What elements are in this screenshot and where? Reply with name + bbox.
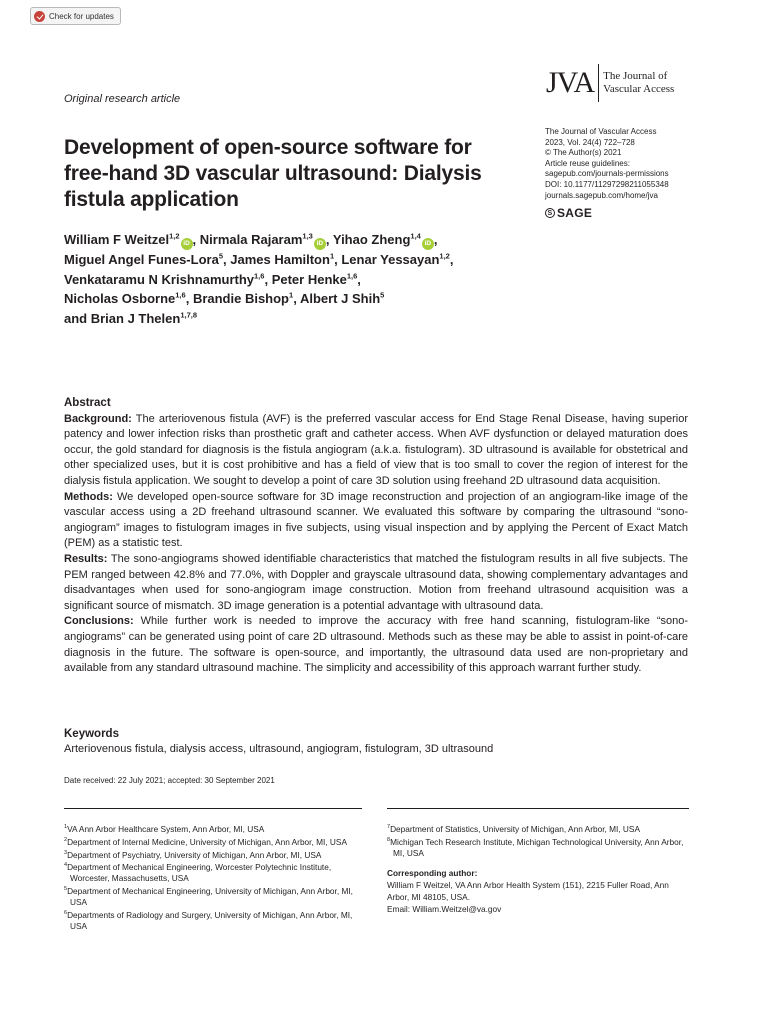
affiliation-number: 1: [64, 824, 68, 830]
orcid-icon[interactable]: iD: [314, 238, 326, 250]
publication-info-line: DOI: 10.1177/11297298211055348: [545, 179, 669, 189]
affiliation: [64, 848, 364, 861]
author: [300, 291, 384, 306]
author: [64, 232, 193, 247]
affiliation: [387, 835, 692, 859]
author-name: and Brian J Thelen: [64, 310, 181, 326]
publication-info: [545, 127, 669, 201]
abstract-section-label: Conclusions:: [64, 615, 134, 628]
affiliations-right: [387, 822, 692, 859]
author: [200, 232, 326, 247]
author-affiliation: 1,6: [346, 271, 358, 281]
abstract-heading: Abstract: [64, 397, 111, 409]
author-affiliation: 1,3: [302, 231, 313, 241]
author-affiliation: 5: [218, 251, 223, 261]
orcid-icon[interactable]: iD: [422, 238, 434, 250]
keywords-heading: Keywords: [64, 728, 119, 740]
check-for-updates-button[interactable]: [30, 7, 121, 25]
author-name: Nirmala Rajaram: [199, 232, 303, 247]
abstract-section-text: We developed open-source software for 3D image reconstruction and projection of an angiogram-like image of the vascular access using a 2D freehand ultrasound scanner. We evaluated this software by comparing the ultrasound “sono-angiogram” images to fistulogram images in five subjects, using visual inspection and by applying the Percent of Exact Match (PEM) as a statistic test.: [64, 490, 688, 550]
author-affiliation: 1,6: [254, 271, 265, 281]
affiliation-text: Department of Mechanical Engineering, University of Michigan, Ann Arbor, MI, USA: [67, 885, 353, 907]
affiliation-text: VA Ann Arbor Healthcare System, Ann Arbor, MI, USA: [67, 823, 265, 834]
journal-abbreviation: JVA: [546, 66, 595, 99]
abstract-section: [64, 552, 688, 614]
journal-name: [603, 70, 674, 96]
author-affiliation: 1: [329, 251, 335, 261]
affiliation: [64, 884, 364, 908]
publication-info-line: journals.sagepub.com/home/jva: [545, 190, 658, 200]
logo-divider: [598, 64, 599, 102]
footnote-divider: [387, 808, 689, 809]
received-accepted-dates: Date received: 22 July 2021; accepted: 30 September 2021: [64, 776, 275, 785]
author-affiliation: 1,6: [175, 290, 186, 300]
publication-info-line: © The Author(s) 2021: [545, 148, 622, 158]
author: [64, 252, 223, 267]
keywords-text: Arteriovenous fistula, dialysis access, ultrasound, angiogram, fistulogram, 3D ultrasound: [64, 743, 494, 755]
journal-name-line: Vascular Access: [603, 83, 675, 95]
publication-info-line: Article reuse guidelines:: [545, 158, 630, 168]
affiliation-number: 8: [387, 836, 391, 843]
corresponding-author-heading: Corresponding author:: [387, 868, 478, 878]
corresponding-author-line: Email: William.Weitzel@va.gov: [387, 904, 502, 914]
affiliation-number: 2: [64, 836, 68, 843]
abstract-section-label: Methods:: [64, 490, 113, 503]
footnote-divider: [64, 808, 362, 809]
corresponding-author-details: [387, 879, 692, 915]
affiliation: [64, 822, 364, 835]
author-affiliation: 1,2: [169, 231, 180, 241]
affiliation-text: Michigan Tech Research Institute, Michigan Technological University, Ann Arbor, MI, USA: [390, 836, 684, 858]
author: [64, 291, 186, 306]
abstract-section-text: While further work is needed to improve the accuracy with free hand scanning, fistulogram-like “sono-angiograms” can be generated using point of care 2D ultrasound. Methods such as these may be able to assist in point-of-care diagnosis in the future. The software is open-source, and importantly, the ultrasound data used are non-proprietary and available from any standard ultrasound machine. The simplicity and accessibility of this approach warrant further study.: [64, 615, 688, 675]
author: [64, 311, 197, 326]
author-name: James Hamilton: [230, 252, 330, 267]
abstract-section-label: Background:: [64, 412, 132, 425]
affiliation-text: Department of Mechanical Engineering, Worcester Polytechnic Institute, Worcester, Massachusetts, USA: [67, 862, 332, 884]
journal-name-line: The Journal of: [603, 70, 668, 82]
keywords: [64, 727, 688, 757]
author-affiliation: 1,7,8: [180, 310, 197, 320]
author: [64, 272, 264, 287]
article-type: Original research article: [64, 93, 181, 105]
corresponding-author-line: William F Weitzel, VA Ann Arbor Health System (151), 2215 Fuller Road, Ann Arbor, MI 48105, USA.: [387, 880, 669, 902]
affiliation: [387, 822, 692, 835]
author-affiliation: 1,2: [439, 251, 450, 261]
affiliation: [64, 835, 364, 848]
abstract-section: [64, 412, 688, 490]
publication-info-line: The Journal of Vascular Access: [545, 127, 657, 136]
check-for-updates-label: Check for updates: [49, 11, 114, 21]
author-name: Nicholas Osborne: [64, 291, 176, 306]
affiliation-text: Department of Psychiatry, University of Michigan, Ann Arbor, MI, USA: [67, 849, 322, 860]
author: [341, 252, 450, 267]
author-list: William F Weitzel$^{1,2}$iD , Nirmala Rajaram$^{1,3}$iD , Yihao Zheng$^{1,4}$iD , Miguel Angel Funes-Lora$^5$, James Hamilton$^1$, Lenar Yessayan$^{1,2}$, Venkataramu N Krishnamurthy$^{1,6}$, Peter Henke$^{1,6}$, Nicholas Osborne$^{1,6}$, Brandie Bishop$^1$, Albert J Shih$^5$ and Brian J Thelen$^{1,7,8}$: [64, 231, 454, 326]
abstract-section-label: Results:: [64, 552, 108, 565]
orcid-icon[interactable]: iD: [181, 238, 193, 250]
check-updates-icon: [34, 11, 45, 22]
affiliation-number: 4: [64, 862, 68, 869]
article-title: Development of open-source software for free-hand 3D vascular ultrasound: Dialysis fistula application: [64, 136, 482, 211]
abstract: [64, 396, 688, 677]
abstract-section-text: The arteriovenous fistula (AVF) is the preferred vascular access for End Stage Renal Disease, having superior patency and lower infection risks than prosthetic graft and catheter access. When AVF dysfunction or delayed maturation does occur, the gold standard for diagnosis is the fistula angiogram (a.k.a. fistulogram). 3D ultrasound is available for obstetrical and other specialized uses, but it is cost prohibitive and has a field of view that is too small to cover the region of interest for the dialysis fistula application. We sought to develop a point of care 3D solution using freehand 2D ultrasound data acquisition.: [64, 412, 688, 487]
affiliation-number: 6: [64, 909, 68, 916]
author-name: Yihao Zheng: [332, 232, 411, 247]
publisher-name: SAGE: [557, 206, 593, 220]
affiliation: [64, 860, 364, 884]
affiliation-number: 3: [64, 849, 68, 856]
author-name: Albert J Shih: [299, 291, 381, 306]
affiliation-text: Department of Internal Medicine, University of Michigan, Ann Arbor, MI, USA: [67, 836, 347, 847]
affiliation-number: 7: [387, 824, 391, 830]
author: [333, 232, 434, 247]
author: [272, 272, 358, 287]
author: [193, 291, 293, 306]
sage-s-icon: S: [545, 208, 555, 218]
author-name: Miguel Angel Funes-Lora: [64, 252, 219, 267]
author-name: Peter Henke: [271, 271, 347, 287]
author-affiliation: 5: [380, 290, 385, 300]
corresponding-author: [387, 867, 692, 915]
author-affiliation: 1,4: [410, 231, 421, 241]
affiliation-text: Departments of Radiology and Surgery, University of Michigan, Ann Arbor, MI, USA: [67, 909, 353, 931]
publication-info-line: sagepub.com/journals-permissions: [545, 169, 669, 179]
author: [230, 252, 334, 267]
abstract-body: [64, 412, 688, 677]
journal-logo: [546, 64, 674, 102]
author-name: Venkataramu N Krishnamurthy: [64, 271, 255, 287]
publication-info-line: 2023, Vol. 24(4) 722–728: [545, 137, 635, 147]
author-name: Brandie Bishop: [192, 291, 290, 306]
author-name: Lenar Yessayan: [341, 252, 440, 267]
affiliation-number: 5: [64, 886, 68, 893]
affiliations-left: [64, 822, 364, 932]
author-name: William F Weitzel: [64, 232, 170, 247]
publisher-logo: [545, 206, 592, 220]
abstract-section: [64, 490, 688, 552]
abstract-section: [64, 614, 688, 676]
author-affiliation: 1: [289, 290, 294, 300]
affiliation: [64, 908, 364, 932]
abstract-section-text: The sono-angiograms showed identifiable characteristics that matched the fistulogram results in all five subjects. The PEM ranged between 42.8% and 77.0%, with Doppler and grayscale ultrasound data, showing complementary advantages and disadvantages when used for sono-angiogram image construction. Motion from freehand ultrasound acquisition was a significant source of mismatch. 3D image generation is a potential advantage with ultrasound data.: [64, 552, 688, 612]
affiliation-text: Department of Statistics, University of Michigan, Ann Arbor, MI, USA: [390, 823, 640, 834]
